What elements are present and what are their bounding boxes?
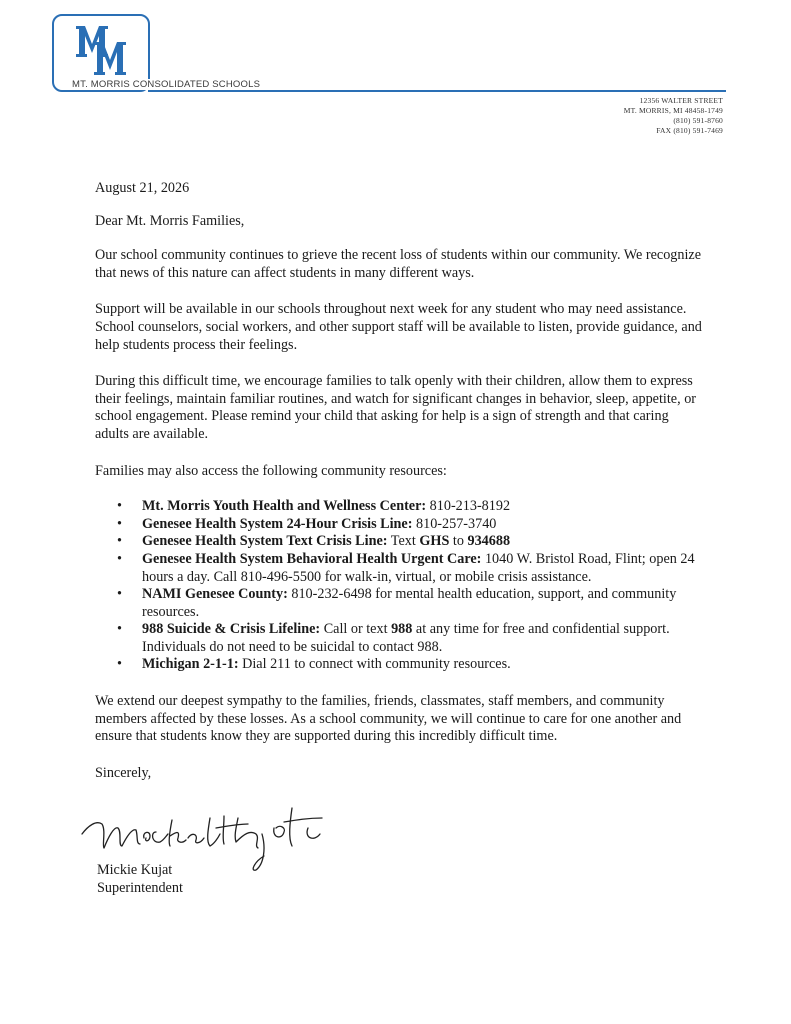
resource-detail: Text xyxy=(387,533,420,550)
signer-name: Mickie Kujat xyxy=(97,862,173,878)
resource-detail: 810-232-6498 for mental health education, support, and community resources. xyxy=(142,586,677,620)
resource-name: Michigan 2-1-1: xyxy=(142,656,239,673)
resource-detail: 810-257-3740 xyxy=(412,515,497,532)
resource-detail: 810-213-8192 xyxy=(426,498,511,515)
resource-name: NAMI Genesee County: xyxy=(142,586,288,603)
bullet-icon: • xyxy=(117,621,122,638)
resource-number: 934688 xyxy=(467,533,511,550)
resource-name: Genesee Health System 24-Hour Crisis Line: xyxy=(142,515,413,532)
closing: Sincerely, xyxy=(95,764,152,781)
resource-keyword: GHS xyxy=(419,533,450,550)
resource-detail: at any time for free and confidential support. Individuals do not need to be suicidal to contact 988. xyxy=(142,621,670,655)
address-line: MT. MORRIS, MI 48458-1749 xyxy=(623,106,723,115)
header-rule xyxy=(148,90,726,92)
resource-detail: Call or text xyxy=(320,621,392,638)
paragraph: During this difficult time, we encourage families to talk openly with their children, allow them to express their feelings, maintain familiar routines, and watch for significant changes in behavior, sleep, appetite, or school engagement. Please remind your child that asking for help is a sign of strength and that caring adults are available. xyxy=(95,373,697,442)
list-item xyxy=(95,551,705,586)
resource-name: Mt. Morris Youth Health and Wellness Center: xyxy=(142,498,427,515)
list-item xyxy=(95,586,705,621)
paragraph: Our school community continues to grieve the recent loss of students within our community. We recognize that news of this nature can affect students in many different ways. xyxy=(95,247,702,281)
resource-name: Genesee Health System Behavioral Health Urgent Care: xyxy=(142,550,482,567)
bullet-icon: • xyxy=(117,550,122,567)
mm-monogram-logo xyxy=(70,20,136,82)
bullet-icon: • xyxy=(117,515,122,532)
salutation: Dear Mt. Morris Families, xyxy=(95,212,245,229)
school-address xyxy=(624,96,723,136)
resource-list xyxy=(95,498,705,674)
resource-detail: 1040 W. Bristol Road, Flint; open 24 hours a day. Call 810-496-5500 for walk-in, virtual, or mobile crisis assistance. xyxy=(142,550,695,585)
list-item xyxy=(95,498,705,516)
bullet-icon: • xyxy=(117,586,122,603)
list-item xyxy=(95,621,705,656)
resource-name: 988 Suicide & Crisis Lifeline: xyxy=(142,621,321,638)
list-item xyxy=(95,516,705,534)
phone-line: (810) 591-8760 xyxy=(673,116,723,125)
letter-date: August 21, 2026 xyxy=(95,180,190,196)
list-item xyxy=(95,533,705,551)
resource-name: Genesee Health System Text Crisis Line: xyxy=(142,533,388,550)
signer-title: Superintendent xyxy=(97,880,183,896)
list-item xyxy=(95,656,705,674)
letter-body xyxy=(95,180,705,782)
resource-detail: Dial 211 to connect with community resources. xyxy=(238,656,511,673)
bullet-icon: • xyxy=(117,533,122,550)
resource-number: 988 xyxy=(391,621,413,638)
bullet-icon: • xyxy=(117,656,122,673)
school-name: MT. MORRIS CONSOLIDATED SCHOOLS xyxy=(68,79,264,90)
bullet-icon: • xyxy=(117,498,122,515)
closing-paragraph: We extend our deepest sympathy to the families, friends, classmates, staff members, and community members affected by these losses. As a school community, we will continue to care for one another and ensure that students know they are supported during this incredibly difficult time. xyxy=(95,693,682,745)
paragraph: Families may also access the following community resources: xyxy=(95,462,447,479)
address-line: 12356 WALTER STREET xyxy=(639,96,723,105)
paragraph: Support will be available in our schools throughout next week for any student who may need assistance. School counselors, social workers, and other support staff will be available to listen, provide guidance, and help students process their feelings. xyxy=(95,301,702,353)
resource-detail: to xyxy=(449,533,468,550)
fax-line: FAX (810) 591-7469 xyxy=(656,126,723,135)
